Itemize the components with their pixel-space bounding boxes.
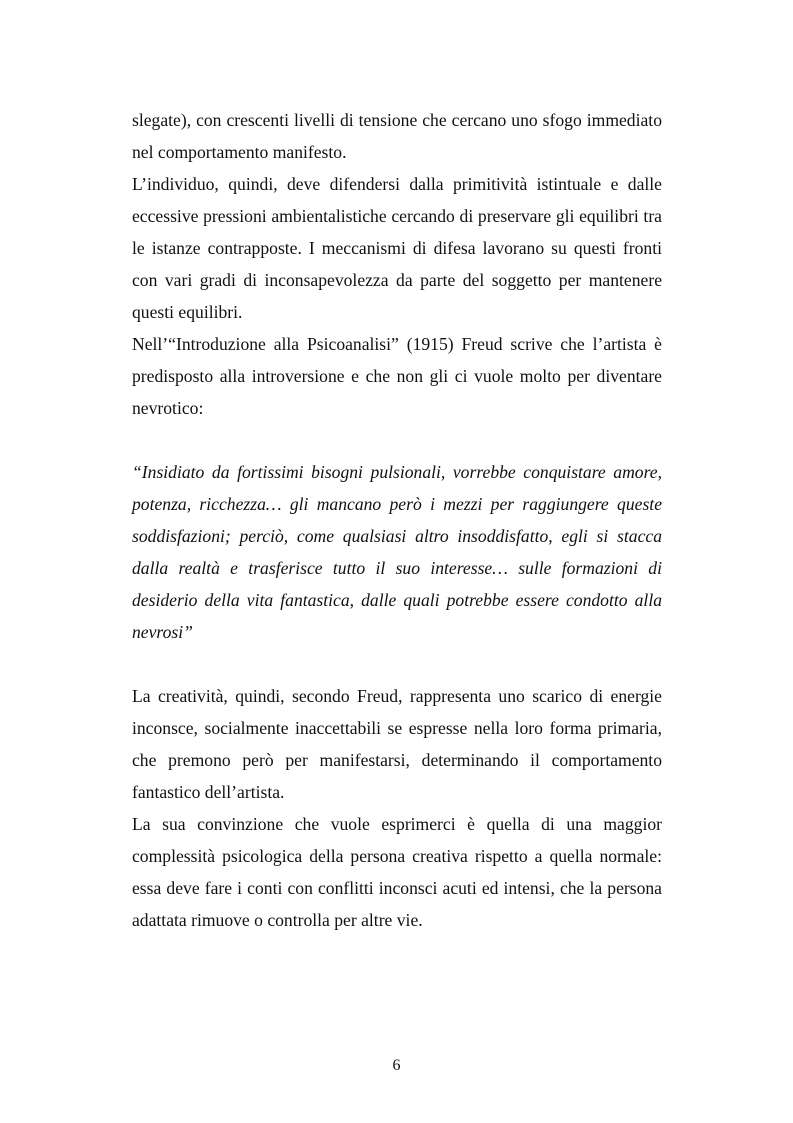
freud-quote: “Insidiato da fortissimi bisogni pulsionali, vorrebbe conquistare amore, potenza, ricchezza… gli mancano però i mezzi per raggiungere queste soddisfazioni; perciò, come qualsiasi altro insoddisfatto, egli si stacca dalla realtà e trasferisce tutto il suo interesse… sulle formazioni di desiderio della vita fantastica, dalle quali potrebbe essere condotto alla nevrosi” [132, 462, 662, 642]
paragraph-freud-introduction: Nell’“Introduzione alla Psicoanalisi” (1915) Freud scrive che l’artista è predisposto alla introversione e che non gli ci vuole molto per diventare nevrotico: [132, 334, 662, 418]
page-number: 6 [392, 1057, 401, 1074]
page-body [132, 104, 662, 936]
paragraph-conviction: La sua convinzione che vuole esprimerci è quella di una maggior complessità psicologica della persona creativa rispetto a quella normale: essa deve fare i conti con conflitti inconsci acuti ed intensi, che la persona adattata rimuove o controlla per altre vie. [132, 814, 662, 930]
paragraph-creativity: La creatività, quindi, secondo Freud, rappresenta uno scarico di energie inconsce, socialmente inaccettabili se espresse nella loro forma primaria, che premono però per manifestarsi, determinando il comportamento fantastico dell’artista. [132, 686, 662, 802]
paragraph-continuation: slegate), con crescenti livelli di tensione che cercano uno sfogo immediato nel comportamento manifesto. [132, 110, 662, 162]
paragraph-defense-mechanisms: L’individuo, quindi, deve difendersi dalla primitività istintuale e dalle eccessive pressioni ambientalistiche cercando di preservare gli equilibri tra le istanze contrapposte. I meccanismi di difesa lavorano su questi fronti con vari gradi di inconsapevolezza da parte del soggetto per mantenere questi equilibri. [132, 174, 662, 322]
